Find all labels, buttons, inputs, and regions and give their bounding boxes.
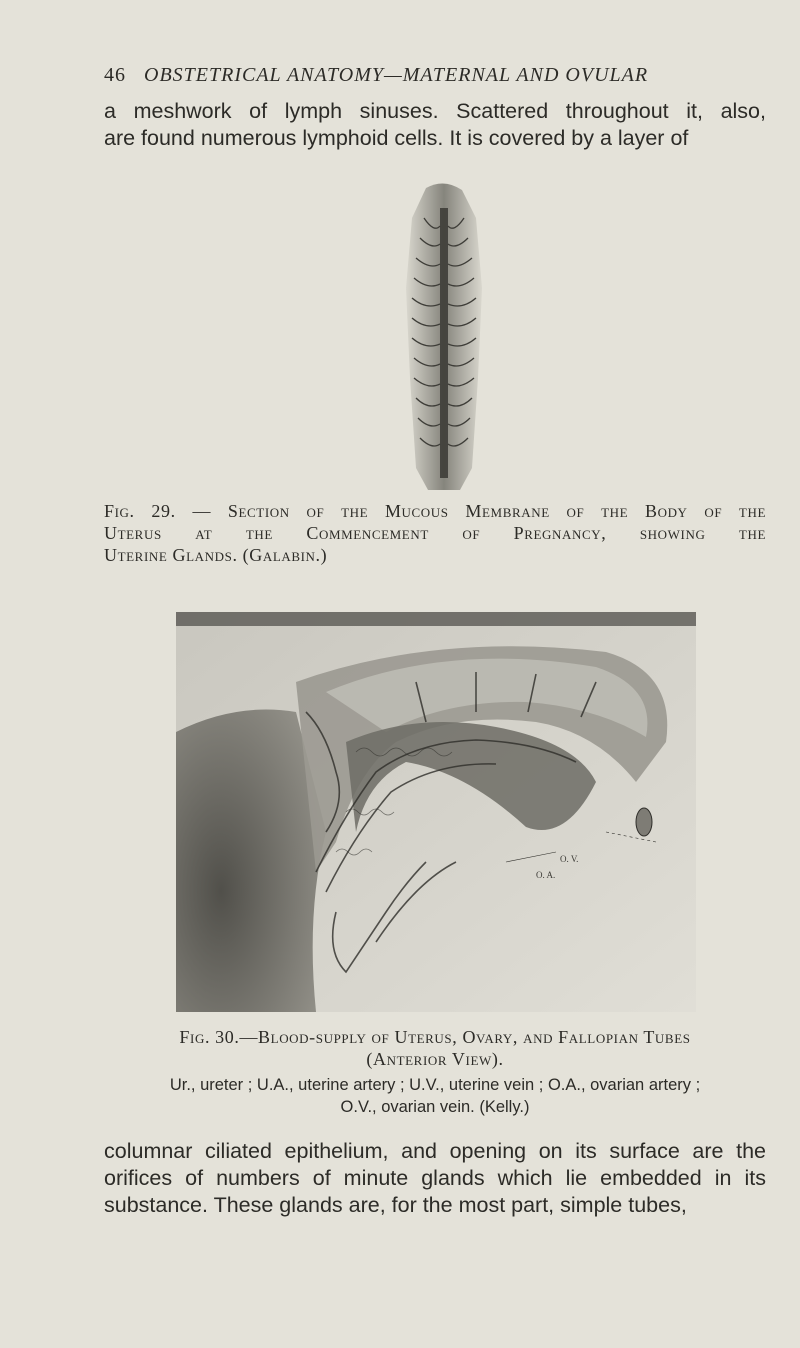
caption-line: Fig. 30.—Blood-supply of Uterus, Ovary, and Fallopian Tubes (179, 1027, 691, 1047)
legend-line: Ur., ureter ; U.A., uterine artery ; U.V., uterine vein ; O.A., ovarian artery ; (169, 1076, 701, 1094)
text-line: are found numerous lymphoid cells. It is covered by a layer of (104, 126, 689, 150)
figure-29-illustration (364, 178, 524, 498)
text-line: a meshwork of lymph sinuses. Scattered throughout it, also, (104, 99, 766, 123)
text-line: orifices of numbers of minute glands which lie embedded in its (104, 1166, 766, 1190)
text-line: substance. These glands are, for the most part, simple tubes, (104, 1193, 687, 1217)
running-title: OBSTETRICAL ANATOMY—MATERNAL AND OVULAR (144, 64, 649, 86)
figure-29-caption (104, 500, 766, 566)
caption-line: Fig. 29. — Section of the Mucous Membrane of the Body of the (104, 501, 766, 521)
legend-line: O.V., ovarian vein. (Kelly.) (340, 1098, 530, 1116)
label-ov: O. V. (560, 854, 579, 864)
figure-30-caption (104, 1026, 766, 1118)
caption-line: Uterine Glands. (Galabin.) (104, 545, 328, 565)
running-head (104, 64, 764, 87)
figure-30-illustration (176, 612, 696, 1012)
label-oa: O. A. (536, 870, 556, 880)
text-line: columnar ciliated epithelium, and opening on its surface are the (104, 1139, 766, 1163)
caption-line: (Anterior View). (366, 1049, 504, 1069)
caption-line: Uterus at the Commencement of Pregnancy, showing the (104, 523, 766, 543)
page-number: 46 (104, 64, 126, 86)
paragraph-bottom (104, 1138, 766, 1219)
paragraph-top (104, 98, 766, 152)
